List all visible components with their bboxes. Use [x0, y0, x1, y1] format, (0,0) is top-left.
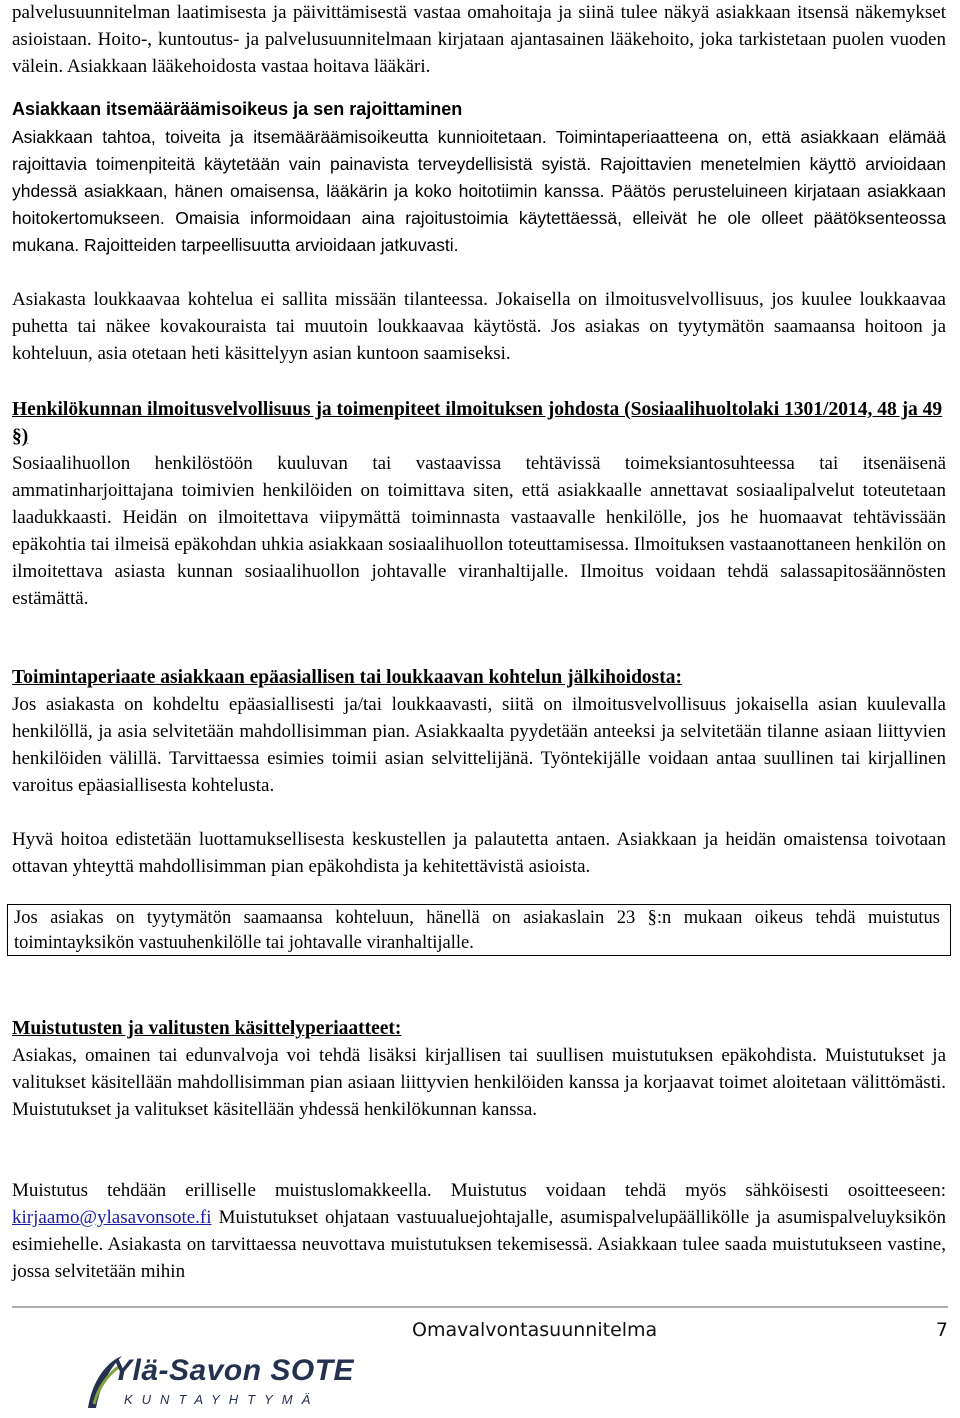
email-link[interactable]: kirjaamo@ylasavonsote.fi — [12, 1207, 212, 1228]
section-heading-self-determination: Asiakkaan itsemääräämisoikeus ja sen rajoittaminen — [12, 99, 463, 119]
logo-text: Ylä-Savon SOTE — [112, 1354, 355, 1387]
good-care-paragraph: Hyvä hoitoa edistetään luottamuksellisesta keskustellen ja palautetta antaen. Asiakkaan ja heidän omaistensa toivotaan ottavan yhteyttä mahdollisimman pian epäkohdista ja kehitettävistä asioista. — [12, 829, 946, 877]
organization-logo — [84, 1352, 355, 1414]
self-determination-paragraph — [12, 124, 946, 259]
page-number: 7 — [935, 1319, 948, 1341]
aftercare-paragraph: Jos asiakasta on kohdeltu epäasiallisesti ja/tai loukkaavasti, siitä on ilmoitusvelvollisuus jokaisella asian kuulevalla henkilöllä, ja asia selvitetään mahdollisimman pian. Asiakkaalta pyydetään anteeksi ja selvitetään tilanne asiaan liittyvien henkilöiden välillä. Tarvittaessa esimies toimii asian selvittelijänä. Työntekijälle voidaan antaa suullinen tai kirjallinen varoitus epäasiallisesta kohtelusta. — [12, 694, 946, 796]
mistreatment-paragraph: Asiakasta loukkaavaa kohtelua ei sallita missään tilanteessa. Jokaisella on ilmoitusvelvollisuus, jos kuulee loukkaavaa puhetta tai näkee kovakouraista tai muutoin loukkaavaa käytöstä. Jos asiakas on tyytymätön saamaansa hoitoon ja kohteluun, asia otetaan heti käsittelyyn asian kuntoon saamiseksi. — [12, 289, 946, 364]
reporting-obligation-paragraph: Sosiaalihuollon henkilöstöön kuuluvan tai vastaavissa tehtävissä toimeksiantosuhteessa tai itsenäisenä ammatinharjoittajana toimivien henkilöiden on toimittava siten, että asiakkaalle annettavat sosiaalipalvelut toteutetaan laadukkaasti. Heidän on ilmoitettava viipymättä toiminnasta vastaavalle henkilölle, jos he huomaavat tehtävissään epäkohtia tai ilmeisä epäkohdan uhkia asiakkaan sosiaalihuollon toteuttamisessa. Ilmoituksen vastaanottaneen henkilön on ilmoitettava asiasta kunnan sosiaalihuollon johtavalle viranhaltijalle. Ilmoitus voidaan tehdä salassapitosäännösten estämättä. — [12, 453, 946, 609]
footer-divider — [12, 1306, 948, 1308]
self-determination-body: Toimintaperiaatteena on, että asiakkaan elämää rajoittavia toimenpiteitä käytetään vain painavista terveydellisistä syistä. Rajoittavien menetelmien käyttö arvioidaan yhdessä asiakkaan, hänen omaisensa, lääkärin ja koko hoitotiimin kanssa. Päätös perusteluineen kirjataan asiakkaan hoitokertomukseen. Omaisia informoidaan aina rajoitustoimia käytettäessä, elleivät he ole olleet päätöksenteossa mukana. Rajoitteiden tarpeellisuutta arvioidaan jatkuvasti. — [12, 127, 946, 255]
complaints-paragraph: Asiakas, omainen tai edunvalvoja voi tehdä lisäksi kirjallisen tai suullisen muistutuksen epäkohdista. Muistutukset ja valitukset käsitellään mahdollisimman pian asiaan liittyvien henkilöiden kanssa ja korjaavat toimet aloitetaan välittömästi. Muistutukset ja valitukset käsitellään yhdessä henkilökunnan kanssa. — [12, 1045, 946, 1120]
footer-title: Omavalvontasuunnitelma — [412, 1319, 658, 1341]
logo-subtext: KUNTAYHTYMÄ — [124, 1392, 320, 1407]
complaint-submission-text-end: Muistutukset ohjataan vastuualuejohtajalle, asumispalvelupäällikölle ja asumispalveluyksikön esimiehelle. Asiakasta on tarvittaessa neuvottava muistutuksen tekemisessä. Asiakkaan tulee saada muistutukseen vastine, jossa selvitetään mihin — [12, 1207, 946, 1282]
complaint-submission-text-start: Muistutus tehdään erilliselle muistuslomakkeella. Muistutus voidaan tehdä myös sähköisesti osoitteeseen: — [12, 1180, 946, 1201]
complaint-rights-text: Jos asiakas on tyytymätön saamaansa kohteluun, hänellä on asiakaslain 23 §:n mukaan oikeus tehdä muistutus toimintayksikön vastuuhenkilölle tai johtavalle viranhaltijalle. — [14, 908, 940, 953]
self-determination-lead-inline: Asiakkaan tahtoa, toiveita ja itsemääräämisoikeutta kunnioitetaan. — [12, 127, 556, 147]
footer — [412, 1317, 948, 1343]
section-heading-aftercare: Toimintaperiaate asiakkaan epäasiallisen tai loukkaavan kohtelun jälkihoidosta: — [12, 667, 683, 688]
complaint-rights-box — [7, 904, 951, 956]
section-heading-reporting-obligation: Henkilökunnan ilmoitusvelvollisuus ja toimenpiteet ilmoituksen johdosta (Sosiaalihuoltolaki 1301/2014, 48 ja 49 §) — [12, 399, 943, 447]
complaint-submission-paragraph — [12, 1177, 946, 1285]
section-heading-complaints: Muistutusten ja valitusten käsittelyperiaatteet: — [12, 1018, 402, 1039]
top-paragraph: palvelusuunnitelman laatimisesta ja päivittämisestä vastaa omahoitaja ja siinä tulee näkyä asiakkaan itsensä näkemykset asioistaan. Hoito-, kuntoutus- ja palvelusuunnitelmaan kirjataan ajantasainen lääkehoito, joka tarkistetaan puolen vuoden välein. Asiakkaan lääkehoidosta vastaa hoitava lääkäri. — [12, 2, 946, 77]
